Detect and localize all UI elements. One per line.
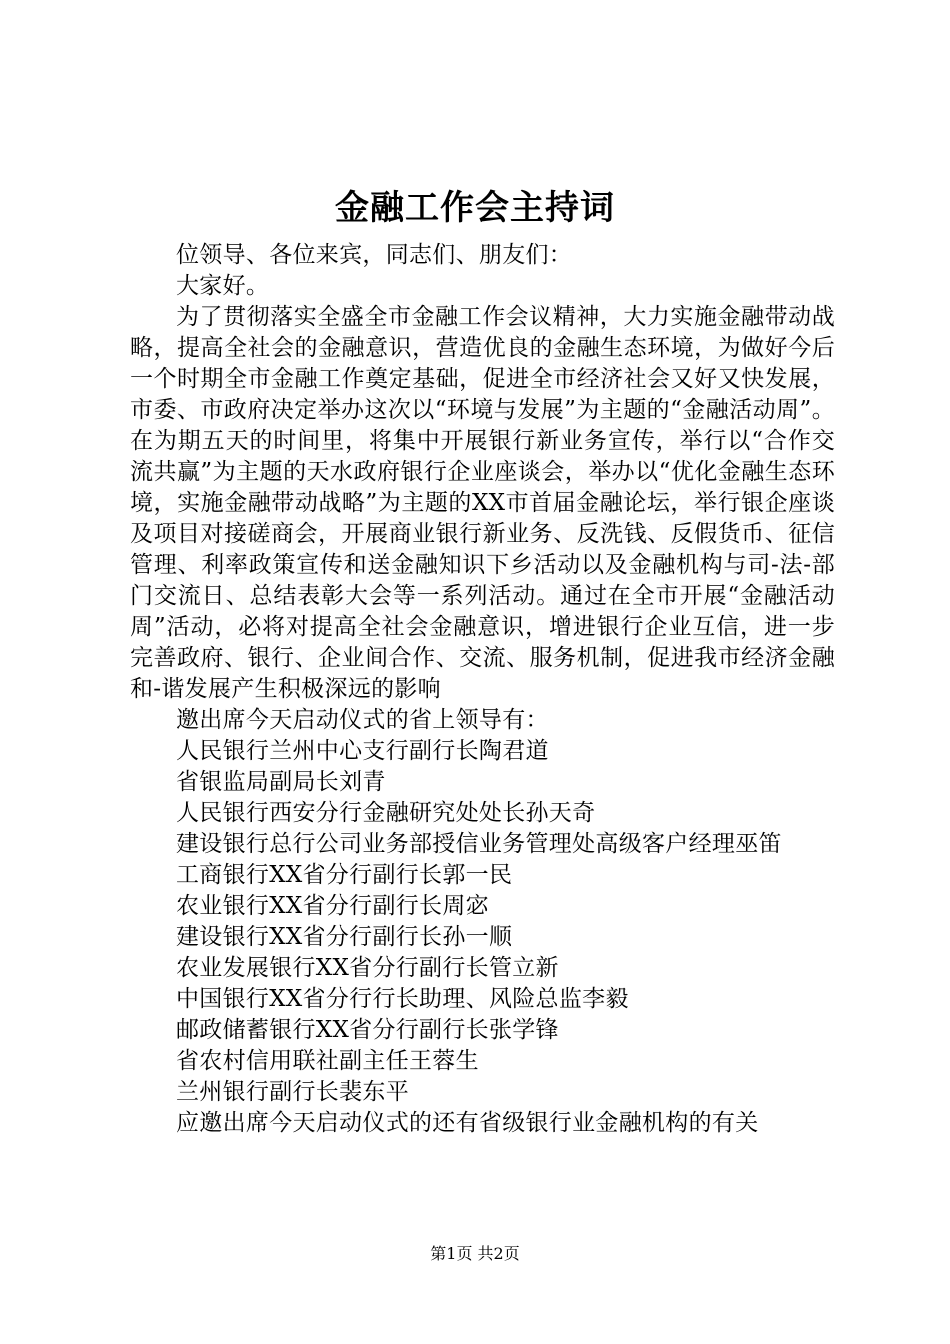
leader-line: 省农村信用联社副主任王蓉生 <box>176 1048 479 1074</box>
leader-line: 人民银行西安分行金融研究处处长孙天奇 <box>176 800 596 826</box>
leader-line: 农业发展银行XX省分行副行长管立新 <box>176 955 559 981</box>
greeting: 大家好。 <box>176 273 270 299</box>
document-body <box>130 240 835 1139</box>
invite-intro: 邀出席今天启动仪式的省上领导有： <box>176 707 549 733</box>
leader-line: 建设银行XX省分行副行长孙一顺 <box>176 924 513 950</box>
leader-line: 邮政储蓄银行XX省分行副行长张学锋 <box>176 1017 559 1043</box>
document-title: 金融工作会主持词 <box>335 188 615 228</box>
leader-line: 建设银行总行公司业务部授信业务管理处高级客户经理巫笛 <box>176 831 782 857</box>
closing-line: 应邀出席今天启动仪式的还有省级银行业金融机构的有关 <box>176 1110 759 1136</box>
leader-line: 人民银行兰州中心支行副行长陶君道 <box>176 738 549 764</box>
main-paragraph: 为了贯彻落实全盛全市金融工作会议精神，大力实施金融带动战略，提高全社会的金融意识，营造优良的金融生态环境，为做好今后一个时期全市金融工作奠定基础，促进全市经济社会又好又快发展，市委、市政府决定举办这次以“环境与发展”为主题的“金融活动周”。在为期五天的时间里，将集中开展银行新业务宣传，举行以“合作交流共赢”为主题的天水政府银行企业座谈会，举办以“优化金融生态环境，实施金融带动战略”为主题的XX市首届金融论坛，举行银企座谈及项目对接磋商会，开展商业银行新业务、反洗钱、反假货币、征信管理、利率政策宣传和送金融知识下乡活动以及金融机构与司-法-部门交流日、总结表彰大会等一系列活动。通过在全市开展“金融活动周”活动，必将对提高全社会金融意识，增进银行企业互信，进一步完善政府、银行、企业间合作、交流、服务机制，促进我市经济金融和-谐发展产生积极深远的影响 <box>130 304 835 702</box>
page-footer: 第1页 共2页 <box>430 1244 520 1263</box>
leader-line: 农业银行XX省分行副行长周宓 <box>176 893 489 919</box>
leader-line: 兰州银行副行长裴东平 <box>176 1079 409 1105</box>
leader-line: 省银监局副局长刘青 <box>176 769 386 795</box>
leader-line: 工商银行XX省分行副行长郭一民 <box>176 862 513 888</box>
leader-line: 中国银行XX省分行行长助理、风险总监李毅 <box>176 986 629 1012</box>
salutation: 位领导、各位来宾，同志们、朋友们： <box>176 242 573 268</box>
